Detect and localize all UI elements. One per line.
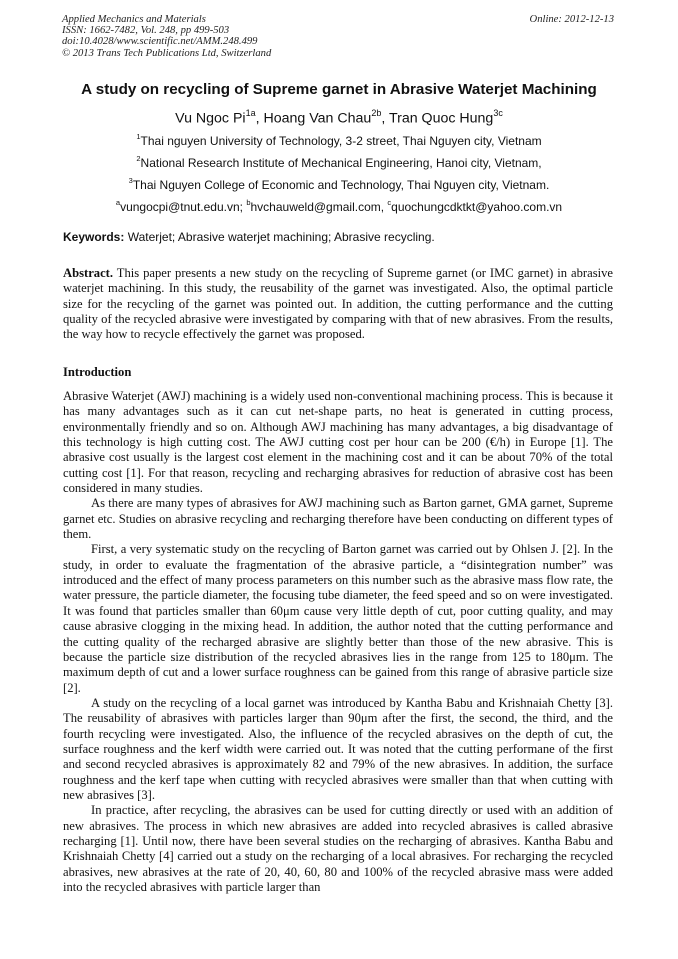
paper-title: A study on recycling of Supreme garnet in Abrasive Waterjet Machining [81, 81, 597, 98]
affiliation-text: Thai nguyen University of Technology, 3-2 street, Thai Nguyen city, Vietnam [140, 134, 542, 148]
email-mark: c [387, 198, 392, 207]
affiliation-text: National Research Institute of Mechanical Engineering, Hanoi city, Vietnam, [140, 156, 542, 170]
abstract-text: This paper presents a new study on the recycling of Supreme garnet (or IMC garnet) in abrasive waterjet machining. In this study, the reusability of the garnet was investigated. Also, the optimal particle size for the recycling of the garnet was pointed out. In addition, the cutting performance and the cutting quality of the recycled abrasive were investigated by comparing with that of new abrasives. From the results, the way how to recycle effectively the garnet was proposed. [63, 266, 613, 342]
author-separator: , [255, 110, 264, 127]
affiliation-3 [0, 174, 678, 193]
journal-name: Applied Mechanics and Materials [62, 14, 206, 25]
journal-info [62, 14, 271, 59]
affiliation-mark: 2 [136, 154, 141, 163]
email-text: quochungcdktkt@yahoo.com.vn [391, 200, 563, 214]
author-list [0, 104, 678, 129]
author-name: Tran Quoc Hung [388, 110, 494, 127]
email-text: hvchauweld@gmail.com, [250, 200, 388, 214]
email-line [0, 196, 678, 215]
keywords [63, 229, 435, 245]
author-affiliation-mark: 3c [493, 108, 503, 118]
paragraph: In practice, after recycling, the abrasives can be used for cutting directly or used with an addition of new abrasives. The process in which new abrasives are added into recycled abrasives is called abrasive recharging [1]. Until now, there have been several studies on the recharging of abrasives. Kantha Babu and Krishnaiah Chetty [4] carried out a study on the recharging of a local abrasives. For recharging the recycled abrasives, new abrasives at the rate of 20, 40, 60, 80 and 100% of the recycled abrasive mass were added into the recycled abrasives with particle larger than [63, 803, 613, 894]
author-name: Hoang Van Chau [263, 110, 372, 127]
section-heading: Introduction [63, 365, 132, 379]
affiliation-mark: 3 [128, 176, 133, 185]
email-mark: a [115, 198, 121, 207]
affiliation-2 [0, 152, 678, 171]
author-separator: , [381, 110, 389, 127]
affiliation-1 [0, 130, 678, 149]
introduction-body [63, 389, 613, 895]
affiliation-mark: 1 [136, 132, 141, 141]
affiliation-text: Thai Nguyen College of Economic and Technology, Thai Nguyen city, Vietnam. [132, 178, 550, 192]
paragraph: First, a very systematic study on the recycling of Barton garnet was carried out by Ohlsen J. [2]. In the study, in order to evaluate the fragmentation of the abrasive particle, a “disintegration number” was introduced and the effect of many process parameters on this number such as the abrasive mass flow rate, the water pressure, the particle diameter, the focusing tube diameter, the feed speed and so on were investigated. It was found that particles smaller than 60μm cause very little depth of cut, poor cutting quality, and may cause abrasive clogging in the mixing head. In addition, the author noted that the cutting performance and the cutting quality of the recharged abrasive are slightly better than those of the new abrasive. This is because the particle size distribution of the recycled abrasives lies in the range from 125 to 180μm. The maximum depth of cut and a lower surface roughness can be gained from this range of abrasive particle size [2]. [63, 542, 613, 695]
abstract [63, 266, 613, 343]
paragraph: As there are many types of abrasives for AWJ machining such as Barton garnet, GMA garnet, Supreme garnet etc. Studies on abrasive recycling and recharging therefore have been conducting on different types of them. [63, 496, 613, 542]
abstract-label: Abstract. [63, 266, 114, 280]
email-text: vungocpi@tnut.edu.vn; [120, 200, 247, 214]
keywords-label: Keywords: [63, 230, 125, 244]
online-date: Online: 2012-12-13 [529, 14, 614, 25]
keywords-text: Waterjet; Abrasive waterjet machining; Abrasive recycling. [124, 230, 435, 244]
issn-line: ISSN: 1662-7482, Vol. 248, pp 499-503 [62, 25, 230, 37]
email-mark: b [246, 198, 251, 207]
author-affiliation-mark: 1a [245, 108, 256, 118]
author-name: Vu Ngoc Pi [175, 110, 246, 127]
doi-line: doi:10.4028/www.scientific.net/AMM.248.499 [62, 36, 258, 48]
author-affiliation-mark: 2b [371, 108, 382, 118]
paragraph: Abrasive Waterjet (AWJ) machining is a widely used non-conventional machining process. This is because it has many advantages such as it can cut net-shape parts, no heat is generated in cutting process, environmentally friendly and so on. Although AWJ machining has many advantages, a big disadvantage of this technology is high cutting cost. The AWJ cutting cost per hour can be 200 (€/h) in Europe [1]. The abrasive cost usually is the largest cost element in the machining cost and it can be about 70% of the total cutting cost [1]. For that reason, recycling and recharging abrasives for reduction of abrasive cost has been considered in many studies. [63, 389, 613, 496]
copyright-line: © 2013 Trans Tech Publications Ltd, Switzerland [62, 47, 272, 59]
paragraph: A study on the recycling of a local garnet was introduced by Kantha Babu and Krishnaiah Chetty [3]. The reusability of abrasives with particles larger than 90μm after the first, the second, the third, and the fourth recycling were investigated. Also, the influence of the recycled abrasives on the depth of cut, the surface roughness and the kerf width were carried out. It was noted that the cutting performane of the first and second recycled abrasives is approximately 82 and 79% of the new abrasives. In addition, the surface roughness and the kerf tape when cutting with recycled abrasives were smaller than that when cutting with new abrasives [3]. [63, 695, 613, 802]
